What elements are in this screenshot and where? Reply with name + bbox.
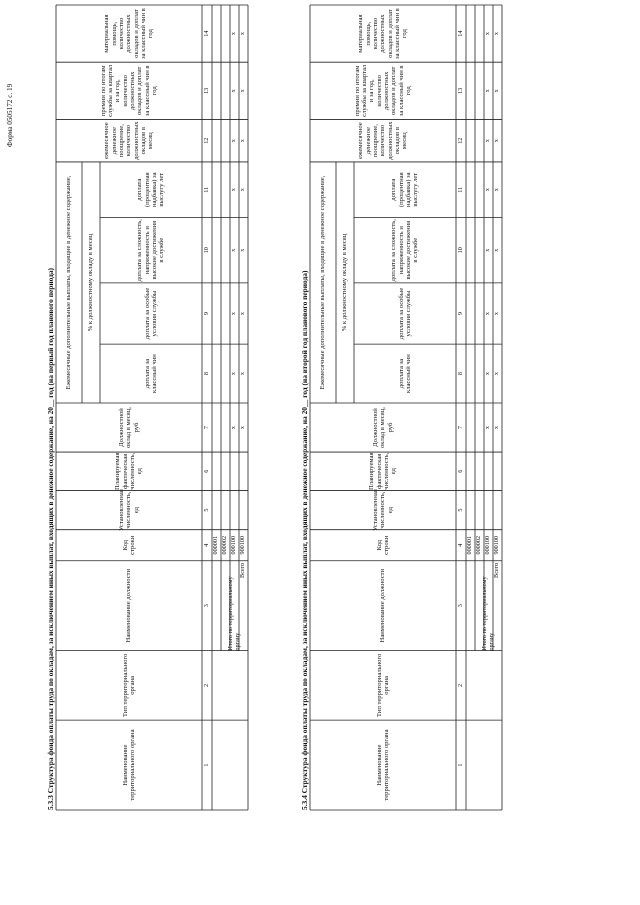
header-group-8-11-sub [337,163,353,402]
col-number-10-text: 10 [202,247,210,254]
cell-mark-r4-c8 [493,344,502,403]
col-number-1-text: 1 [456,763,464,767]
cell-mark-r4-c10-text: x [239,248,247,252]
header-group-8-11 [311,163,335,402]
header-group-8-11-sub-text: % к должностному окладу в месяц [341,233,349,332]
cell-mark-r3-c14 [484,5,493,62]
col-number-3 [456,561,466,651]
header-col6 [311,453,455,489]
col-number-9-text: 9 [456,311,464,316]
cell-mark-r3-c11-text: x [484,188,492,192]
cell-mark-r3-c10 [484,218,493,283]
cell-mark-r3-c8 [484,344,493,403]
row-code-2-text: 000002 [475,535,483,555]
col-number-8-text: 8 [202,372,210,376]
col-number-9-text: 9 [202,311,210,316]
header-col5-text: Установленная численность, ед [117,489,140,531]
header-col11-text: доплата (процентная надбавка) за выслугу лет [390,172,420,208]
header-group-8-11-sub-text: % к должностному окладу в месяц [87,233,95,332]
cell-mark-r3-c9-text: x [230,311,238,316]
col-number-12-text: 12 [202,137,210,144]
total-label-text: Всего [239,562,247,578]
cell-mark-r3-c14-text: x [484,32,492,36]
row-code-2 [475,530,484,561]
cell-mark-r3-c7-text: x [484,425,492,430]
col-number-4-text: 4 [202,543,210,547]
row-code-4-text: 900100 [239,535,247,555]
header-col8 [355,345,455,402]
cell-mark-r3-c11-text: x [230,188,238,192]
cell-mark-r3-c7-text: x [230,425,238,430]
col-number-2 [456,651,466,720]
col-number-12-text: 12 [456,137,464,144]
header-col12 [311,120,455,160]
col-number-9 [456,283,466,344]
cell-mark-r4-c13 [493,62,502,119]
header-col3 [311,562,455,650]
header-col5 [311,489,455,531]
col-number-11 [456,162,466,218]
cell-mark-r4-c9 [493,283,502,344]
cell-mark-r3-c12-text: x [484,139,492,143]
col-number-7 [456,403,466,452]
header-col10-text: доплата за сложность, напряженность и высокие достижения в службе [136,219,166,282]
col-number-13-text: 13 [456,87,464,94]
col-number-7-text: 7 [456,425,464,430]
col-number-2-text: 2 [202,683,210,687]
header-group-8-11-text: Ежемесячные дополнительные выплаты, входящие в денежное содержание, [65,175,73,390]
cell-mark-r4-c7 [493,403,502,452]
col-number-11-text: 11 [456,186,464,193]
col-number-1 [456,720,466,810]
header-col2 [311,652,455,719]
cell-mark-r3-c11 [484,162,493,218]
col-number-11-text: 11 [202,186,210,193]
header-col2-text: Тип территориального органа [375,653,390,718]
cell-mark-r4-c8-text: x [493,372,501,376]
cell-mark-r3-c12-text: x [230,139,238,143]
cell-mark-r4-c10 [493,218,502,283]
col-number-4-text: 4 [456,543,464,547]
col-number-10-text: 10 [456,247,464,254]
cell-mark-r4-c12 [493,119,502,161]
col-number-3-text: 3 [202,604,210,608]
header-col11 [355,163,455,217]
col-number-2-text: 2 [456,683,464,687]
header-col7-text: Должностной оклад в месяц, руб [117,407,140,448]
cell-mark-r3-c14-text: x [230,32,238,36]
header-col7-text: Должностной оклад в месяц, руб [371,407,394,448]
cell-mark-r4-c7-text: x [493,425,501,430]
subtotal-label-text: Итого по территориальному органу [481,576,495,651]
col-number-5 [456,490,466,529]
header-col4-text: Код строки [375,535,390,555]
header-col7 [311,404,455,451]
total-label-text: Всего [493,562,501,578]
header-col4 [311,531,455,560]
row-code-3-text: 000100 [484,535,492,555]
header-col14-text: материальная помощь, количество должностных окладов и доплат за классный чин в год [103,8,155,59]
cell-mark-r4-c11-text: x [493,188,501,192]
cell-mark-r3-c10-text: x [484,248,492,252]
col-number-6-text: 6 [456,469,464,473]
header-col9 [355,284,455,343]
cell-mark-r4-c14-text: x [239,32,247,36]
cell-mark-r4-c11-text: x [239,188,247,192]
header-group-8-11-text: Ежемесячные дополнительные выплаты, входящие в денежное содержание, [319,175,327,390]
col-number-6-text: 6 [202,469,210,473]
col-number-5-text: 5 [456,508,464,512]
cell-mark-r3-c13 [484,62,493,119]
row-code-1-text: 000001 [212,535,220,555]
cell-mark-r4-c11 [493,162,502,218]
col-number-3-text: 3 [456,604,464,608]
header-col8-text: доплата за классный чин [397,354,412,393]
header-col14 [311,6,455,61]
header-col9-text: доплата за особые условия службы [397,287,412,340]
cell-mark-r3-c13-text: x [230,89,238,93]
row-code-1-text: 000001 [466,535,474,555]
cell-mark-r4-c13-text: x [239,89,247,93]
subtotal-label [481,561,495,651]
col-number-13 [456,62,466,119]
col-number-12 [456,119,466,161]
header-col1 [311,721,455,809]
row-code-2-text: 000002 [221,535,229,555]
form-number: Форма 0505172 с. 19 [6,83,14,147]
total-label [493,561,502,651]
header-col2-text: Тип территориального органа [121,653,136,718]
cell-mark-r4-c9-text: x [239,311,247,316]
header-col6-text: Планируемая фактическая численность, ед [114,452,144,490]
row-code-3-text: 000100 [230,535,238,555]
header-col10 [355,219,455,282]
header-col3-text: Наименование должности [379,568,387,643]
header-col8-text: доплата за классный чин [143,354,158,393]
header-col4-text: Код строки [121,535,136,555]
cell-mark-r4-c14 [493,5,502,62]
header-col14-text: материальная помощь, количество должностных окладов и доплат за классный чин в год [357,8,409,59]
cell-mark-r3-c7 [484,403,493,452]
col-number-7-text: 7 [202,425,210,430]
cell-mark-r3-c8-text: x [484,372,492,376]
col-number-14-text: 14 [202,30,210,37]
header-col10-text: доплата за сложность, напряженность и высокие достижения в службе [390,219,420,282]
header-col12-text: ежемесячное денежное поощрение, количество должностных окладов в месяц [357,121,409,160]
row-code-1 [466,530,475,561]
table-2-caption: 5.3.4 Структура фонда оплаты труда по окладам, за исключением иных выплат, входящих в денежное содержание, на 20__ год (на второй год планового периода) [300,270,309,810]
header-col3-text: Наименование должности [125,568,133,643]
table-1-caption: 5.3.3 Структура фонда оплаты труда по окладам, за исключением иных выплат, входящих в денежное содержание, на 20__ год (на первый год планового периода) [46,268,55,810]
header-col13-text: премии по итогам службы за квартал и за год, количество должностных окладов и доплат за классный чин в год [353,64,413,117]
header-col5-text: Установленная численность, ед [371,489,394,531]
col-number-5-text: 5 [202,508,210,512]
col-number-6 [456,452,466,490]
col-number-14 [456,5,466,62]
header-col12-text: ежемесячное денежное поощрение, количество должностных окладов в месяц [103,121,155,160]
row-code-4-text: 900100 [493,535,501,555]
col-number-14-text: 14 [456,30,464,37]
cell-mark-r4-c9-text: x [493,311,501,316]
cell-mark-r3-c13-text: x [484,89,492,93]
col-number-8 [456,344,466,403]
header-col1-text: Наименование территориального органа [121,729,136,801]
cell-mark-r4-c14-text: x [493,32,501,36]
header-col9-text: доплата за особые условия службы [143,287,158,340]
row-code-3 [484,530,493,561]
cell-mark-r4-c8-text: x [239,372,247,376]
cell-mark-r3-c9-text: x [484,311,492,316]
cell-mark-r3-c10-text: x [230,248,238,252]
col-number-10 [456,218,466,283]
cell-mark-r3-c12 [484,119,493,161]
col-number-1-text: 1 [202,763,210,767]
cell-mark-r4-c13-text: x [493,89,501,93]
col-number-4 [456,530,466,561]
header-col13-text: премии по итогам службы за квартал и за год, количество должностных окладов и доплат за классный чин в год [99,64,159,117]
header-col6-text: Планируемая фактическая численность, ед [368,452,398,490]
header-col13 [311,63,455,118]
header-col11-text: доплата (процентная надбавка) за выслугу лет [136,172,166,208]
subtotal-label-text: Итого по территориальному органу [227,576,241,651]
cell-mark-r3-c9 [484,283,493,344]
cell-mark-r4-c10-text: x [493,248,501,252]
cell-mark-r3-c8-text: x [230,372,238,376]
cell-mark-r4-c12-text: x [493,139,501,143]
col-number-8-text: 8 [456,372,464,376]
col-number-13-text: 13 [202,87,210,94]
cell-mark-r4-c12-text: x [239,139,247,143]
row-code-4 [493,530,502,561]
header-col1-text: Наименование территориального органа [375,729,390,801]
cell-mark-r4-c7-text: x [239,425,247,430]
